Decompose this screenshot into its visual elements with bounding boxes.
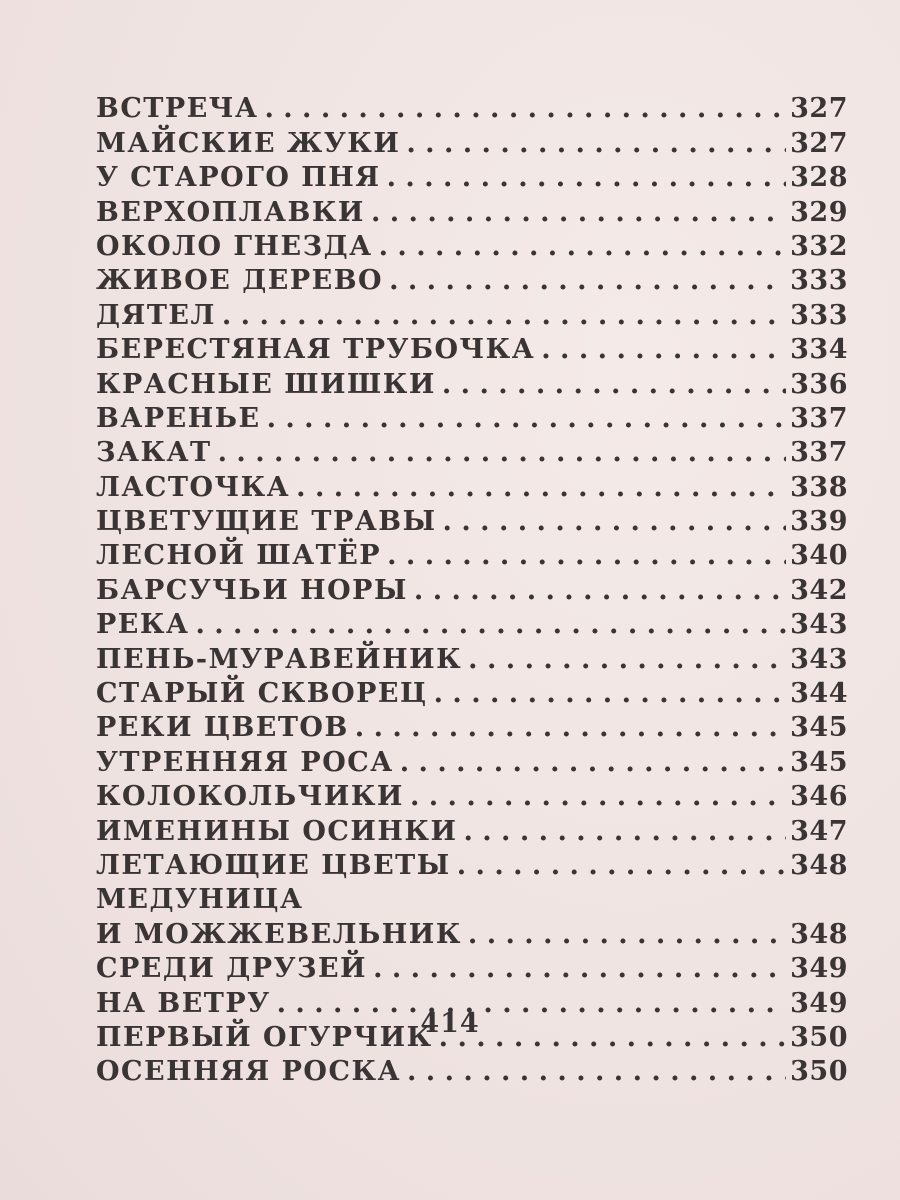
dot-leader (443, 505, 787, 539)
toc-entry-title: И МОЖЖЕВЕЛЬНИК (96, 918, 462, 950)
dot-leader (400, 746, 786, 780)
toc-entry (96, 126, 848, 160)
toc-entry-title: ИМЕНИНЫ ОСИНКИ (96, 815, 458, 847)
dot-leader (407, 1055, 786, 1089)
toc-entry-title: ПЕРВЫЙ ОГУРЧИК (96, 1021, 433, 1053)
toc-entry (96, 161, 848, 195)
toc-entry-page: 339 (790, 506, 848, 538)
toc-entry-title: СРЕДИ ДРУЗЕЙ (96, 953, 368, 985)
toc-entry-title: ЖИВОЕ ДЕРЕВО (96, 265, 384, 297)
toc-entry-page: 343 (790, 643, 848, 675)
dot-leader (267, 402, 787, 436)
toc-entry-page: 328 (790, 162, 848, 194)
toc-entry-title: ВСТРЕЧА (96, 93, 259, 125)
toc-entry (96, 298, 848, 332)
toc-entry-page: 327 (790, 93, 848, 125)
toc-entry (96, 264, 848, 298)
toc-entry-title: СТАРЫЙ СКВОРЕЦ (96, 678, 428, 710)
toc-entry-title: БАРСУЧЬИ НОРЫ (96, 574, 408, 606)
dot-leader (355, 711, 786, 745)
toc-entry (96, 505, 848, 539)
toc-entry-page: 346 (790, 781, 848, 813)
toc-entry (96, 780, 848, 814)
toc-entry-title: КРАСНЫЕ ШИШКИ (96, 368, 436, 400)
dot-leader (264, 92, 786, 126)
toc-entry (96, 333, 848, 367)
toc-entry-title: ЗАКАТ (96, 437, 212, 469)
page-number: 414 (420, 1008, 480, 1039)
toc-entry-title: У СТАРОГО ПНЯ (96, 162, 381, 194)
dot-leader (222, 299, 786, 333)
toc-entry-page: 349 (790, 987, 848, 1019)
toc-entry (96, 642, 848, 676)
dot-leader (414, 574, 786, 608)
toc-entry (96, 1055, 848, 1089)
toc-entry-title: КОЛОКОЛЬЧИКИ (96, 781, 404, 813)
toc-entry-title: ВАРЕНЬЕ (96, 402, 261, 434)
toc-entry-page: 348 (790, 849, 848, 881)
toc-entry-page: 327 (790, 127, 848, 159)
toc-entry (96, 230, 848, 264)
dot-leader (457, 849, 786, 883)
toc-entry-page: 332 (790, 230, 848, 262)
dot-leader (406, 127, 786, 161)
toc-entry-title: ПЕНЬ-МУРАВЕЙНИК (96, 643, 463, 675)
dot-leader (468, 643, 786, 677)
toc-entry (96, 917, 848, 951)
toc-entry (96, 539, 848, 573)
toc-entry-title: ОКОЛО ГНЕЗДА (96, 230, 373, 262)
toc-entry-page: 350 (790, 1056, 848, 1088)
toc-entry (96, 952, 848, 986)
toc-entry-title: ВЕРХОПЛАВКИ (96, 196, 365, 228)
dot-leader (296, 471, 786, 505)
toc-entry (96, 470, 848, 504)
toc-entry (96, 711, 848, 745)
dot-leader (468, 918, 786, 952)
toc-entry-title: ЦВЕТУЩИЕ ТРАВЫ (96, 506, 437, 538)
toc-entry-page: 337 (790, 402, 848, 434)
toc-entry (96, 402, 848, 436)
toc-entry-title: УТРЕННЯЯ РОСА (96, 746, 394, 778)
dot-leader (389, 264, 786, 298)
toc-entry-page: 337 (790, 437, 848, 469)
dot-leader (373, 952, 786, 986)
toc-entry (96, 883, 848, 917)
dot-leader (387, 539, 786, 573)
toc-entry-title: ЛЕСНОЙ ШАТЁР (96, 540, 382, 572)
toc-entry-page: 340 (790, 540, 848, 572)
toc-entry-page: 333 (790, 299, 848, 331)
dot-leader (371, 196, 786, 230)
toc-entry-title: РЕКИ ЦВЕТОВ (96, 712, 349, 744)
toc-entry (96, 573, 848, 607)
toc-entry-title: ЛАСТОЧКА (96, 471, 291, 503)
dot-leader (442, 368, 786, 402)
dot-leader (218, 436, 787, 470)
dot-leader (379, 230, 787, 264)
toc-entry-title: РЕКА (96, 609, 190, 641)
dot-leader (195, 608, 786, 642)
toc-entry-page: 347 (790, 815, 848, 847)
toc-entry-title: ДЯТЕЛ (96, 299, 216, 331)
toc-entry-title: МЕДУНИЦА (96, 884, 304, 916)
toc-entry-title: БЕРЕСТЯНАЯ ТРУБОЧКА (96, 334, 536, 366)
toc-entry-page: 350 (790, 1021, 848, 1053)
toc-entry-page: 343 (790, 609, 848, 641)
toc-entry-title: ОСЕННЯЯ РОСКА (96, 1056, 401, 1088)
toc-entry-title: МАЙСКИЕ ЖУКИ (96, 127, 401, 159)
toc-entry (96, 849, 848, 883)
toc-entry-title: ЛЕТАЮЩИЕ ЦВЕТЫ (96, 849, 451, 881)
toc-entry (96, 608, 848, 642)
toc-entry (96, 195, 848, 229)
toc-entry-page: 336 (790, 368, 848, 400)
dot-leader (463, 815, 786, 849)
toc-entry (96, 436, 848, 470)
dot-leader (434, 677, 787, 711)
toc-entry (96, 92, 848, 126)
toc-entry-page: 345 (790, 712, 848, 744)
table-of-contents (96, 92, 848, 1089)
dot-leader (541, 333, 786, 367)
dot-leader (410, 780, 786, 814)
dot-leader (387, 161, 787, 195)
toc-entry-page: 329 (790, 196, 848, 228)
toc-entry (96, 367, 848, 401)
toc-entry-page: 348 (790, 918, 848, 950)
toc-entry-page: 338 (790, 471, 848, 503)
toc-entry (96, 677, 848, 711)
toc-entry (96, 814, 848, 848)
toc-entry (96, 745, 848, 779)
toc-entry-page: 344 (790, 678, 848, 710)
toc-entry-page: 345 (790, 746, 848, 778)
toc-entry-page: 334 (790, 334, 848, 366)
toc-entry-title: НА ВЕТРУ (96, 987, 271, 1019)
toc-entry-page: 342 (790, 574, 848, 606)
toc-entry-page: 333 (790, 265, 848, 297)
toc-entry-page: 349 (790, 953, 848, 985)
